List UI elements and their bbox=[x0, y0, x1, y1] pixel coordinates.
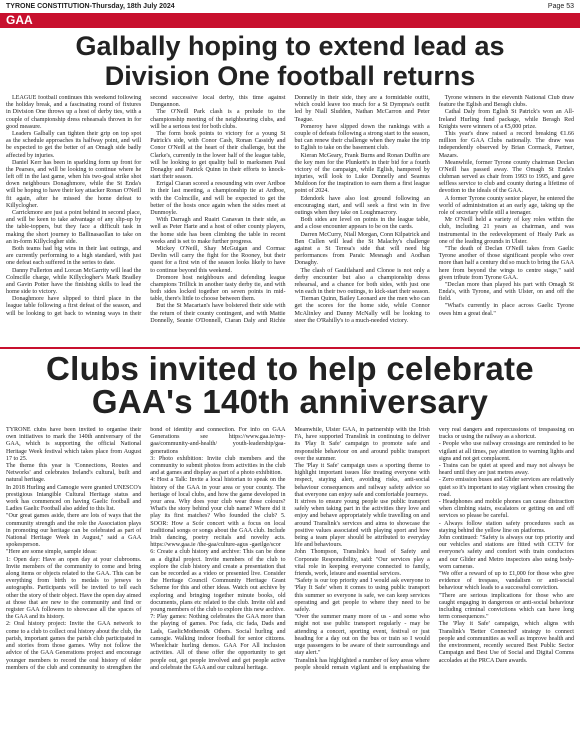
page-number: Page 53 bbox=[547, 2, 574, 10]
headline-gaa-anniversary bbox=[0, 352, 580, 418]
article-paragraph: With Darragh and Ruairi Canavan in their side, as well as Peter Harte and a host of other county players, the home side has been climbing the table in recent weeks and is set to make further progress. bbox=[150, 217, 286, 245]
article-paragraph: Mickey O'Neill, Shay McGuigan and Cormac Devlin will carry the fight for the Rooney, but their quest for a first win of the season looks likely to have to continue beyond this weekend. bbox=[150, 245, 286, 274]
article-paragraph: A former Tyrone county senior player, he entered the world of administration at an early age, taking up the role of secretary while still a teenager. bbox=[438, 195, 574, 216]
article-paragraph: "Over the summer many more of us - and some who might not use public transport regularly - may be attending a concert, sporting event, festival or just heading for a day out on the bus or train so I would urge passengers to be aware of their surroundings and stay alert." bbox=[294, 614, 430, 657]
headline-line-1: Galbally hoping to extend lead as bbox=[75, 31, 505, 61]
article-paragraph: 4: Host a Talk: Invite a local historian to speak on the history of the GAA in your area or your county. The heritage of local clubs, and how the game developed in your area. Why does your club wear those colours? What's the story behind your club name? Where did it play its first matches? Who founded the club? 5. SOOR: How a Scór concert with a focus on local traditional songs or songs about the GAA club. Include Irish dancing, poetry recitals and novelty acts. https://www.gaa.ie /the-gaa/culture-agus -gaeilge/scor bbox=[150, 477, 286, 549]
article-paragraph: Translink has highlighted a number of key areas where people should remain vigilant and is emphasising the very real dangers and repercussions of trespassing on tracks or using the railway as a shortcut. bbox=[294, 427, 574, 671]
article-paragraph: It strives to ensure young people use public transport safely when taking part in the activities they love and enjoy and behave appropriately while travelling on and around Translink's services and aims to showcase the positive values associated with playing sport and how being a team player should be attributed to everyday life and behaviours. bbox=[294, 499, 430, 549]
article-paragraph: "Declan more than played his part with Omagh St Enda's, with Tyrone, and with Ulster, on and off the field. bbox=[438, 281, 574, 303]
article-paragraph: Tyrone winners in the eleventh National Club draw feature the Eglish and Beragh clubs. bbox=[438, 95, 574, 109]
article-paragraph: Both sides are level on points in the league table, and a close encounter appears to be on the cards. bbox=[294, 217, 430, 231]
article-paragraph: 7: Play games: Nothing celebrates the GAA more than the playing of games. Poc fada, cic fada, Dads and Lads, GaelicMothersi& Others. Social hurling and camogie. Walking indoor football for senior citizens. Wheelchair hurling demos. GAA For All inclusion activities. All of these offer the opportunity to get people out, get people involved and get people active and celebrate the GAA and our cultural heritage. bbox=[150, 614, 286, 671]
article-paragraph: This year's draw raised a record breaking €1.66 million for GAA Clubs nationally. The draw was independently observed by Brian Cormack, Partner, Mazars. bbox=[438, 130, 574, 159]
article-paragraph: Danny Fullerton and Lorcan McGarrity will lead the Colmcille charge, while Killyclogher's Mark Bradley and Gavin Potter have the finishing skills to lead the home side to victory. bbox=[6, 267, 142, 296]
article-paragraph: Dromore host neighbours and defending league champions Trillick in another tasty derby tie, and with both sides locked together on seven points in mid-table, there's little to choose between them. bbox=[150, 274, 286, 303]
headline-line-2: Division One football returns bbox=[104, 61, 476, 91]
article-paragraph: The form book points to victory for a young St Patrick's side, with Conor Cash, Ronan Cassidy and Conor O'Neill at the heart of their challenge, but the Clarke's, currently in the lower half of the league table, will be looking to get quality ball to marksmen Paul Donaghy and Patrick Quinn in their efforts to knock-start their season. bbox=[150, 130, 286, 181]
section-divider bbox=[0, 347, 580, 349]
article-paragraph: 3: Photo exhibition: Invite club members and the community to submit photos from activities in the club and at games and display as part of a photo exhibition. bbox=[150, 455, 286, 477]
masthead bbox=[0, 0, 580, 12]
headline-line-2: GAA's 140th anniversary bbox=[91, 383, 489, 420]
newspaper-name: TYRONE CONSTITUTION bbox=[6, 2, 90, 10]
article-paragraph: But the St Macartan's have bolstered their side with the return of their county contingent, and with Mattie Donnelly, Seanie O'Donnell, Ciaran Daly and Richie Donnelly in their side, they are a formidable outfit, which could leave too much for a St Dympna's outfit led by Niall Sludden, Nathan McCarron and Peter Teague. bbox=[150, 95, 430, 324]
article-paragraph: The O'Neill Park clash is a prelude to the championship meeting of the neighbouring clubs, and will be a serious test for both clubs. bbox=[150, 109, 286, 130]
article-paragraph: 6: Create a club history and archive: This can be done as a digital project. Invite members of the club to explore the club history and create a presentation that can be recorded as a video or presented live. Consider the Heritage Council Community Heritage Grant Scheme for this and other ideas. Watch out archive by exploring and bringing together minute books, old documents, plans etc related to the club. Invite old and young members of the club to explore this new archive. bbox=[150, 549, 286, 614]
article-paragraph: "Here are some simple, sample ideas: bbox=[6, 549, 97, 556]
article-paragraph: "There are serious implications for those who are caught engaging in dangerous or anti-social behaviour including criminal convictions which can have long term consequences." bbox=[438, 592, 574, 621]
article-paragraph: Edendork have also lost ground following an encouraging start, and will seek a first win in five outings when they take on Loughmacrory. bbox=[294, 195, 430, 216]
article-paragraph: In 2018 Hurling and Camogie were granted UNESCO's prestigious Intangible Cultural Heritage status and work has commenced on having Gaelic football and Ladies Gaelic Football also added to this list. bbox=[6, 484, 142, 513]
article-paragraph: - People who use railway crossings are reminded to be vigilant at all times, pay attention to warning lights and signs and not get complacent. bbox=[438, 441, 574, 462]
article-paragraph: LEAGUE football continues this weekend following the holiday break, and a fascinating round of fixtures in Division One throws up a host of derby ties, with a couple of championship dress rehearsals thrown in for good measure. bbox=[6, 95, 142, 130]
headline-galbally bbox=[0, 31, 580, 91]
article-paragraph: "Our great games aside, there are lots of ways that the community strength and the role the Association plays in promoting our heritage can be celebrated as part of National Heritage Week in August," said a GAA spokesperson. bbox=[6, 513, 142, 549]
article-paragraph: Daniel Kerr has been in sparkling form up front for the Pearses, and will be looking to continue where he left off in the last game, when his two-goal strike shot down neighbours Donaghmore, while the St Enda's will be hoping to have their key attacker Ronan O'Neill fit again, after he missed the home defeat to Killyclogher. bbox=[6, 159, 142, 209]
article-paragraph: Darren McCurry, Niall Morgan, Conn Kilpatrick and Ben Cullen will lead the St Malachy's challenge against a St Teresa's side that will need big performances from Paraic Mesnagh and Aodhan Donaghy. bbox=[294, 231, 430, 267]
article-paragraph: "The death of Declan O'Neill takes from Gaelic Tyrone another of those significant people who over more than half a century did so much to bring the GAA here from beyond the wings to centre stage," said given tribute from Tyrone GAA. bbox=[438, 245, 574, 281]
article-paragraph: - Always follow station safety procedures such as staying behind the yellow line on platforms. bbox=[438, 520, 574, 534]
article-paragraph: "What's currently in place across Gaelic Tyrone owes him a great deal." bbox=[438, 303, 574, 317]
article-paragraph: The clash of Gaultlahard and Clonoe is not only a derby encounter but also a championship dress rehearsal, and a chance for both sides, with just one win each in their two outings, to kick-start their season. bbox=[294, 267, 430, 296]
article-paragraph: The 'Play it Safe' campaign uses a sporting theme to highlight important issues like treating everyone with respect, staying alert, avoiding risks, anti-social behaviour consequences and railway safety advice so that everyone can enjoy safe and comfortable journeys. bbox=[294, 463, 430, 498]
article-paragraph: Donaghmore have slipped to third place in the league table following a first defeat of the season, and will be looking to get back to winning ways in their second successive local derby, this time against Dungannon. bbox=[6, 95, 286, 317]
headline-line-1: Clubs invited to help celebrate bbox=[46, 350, 534, 387]
section-label: GAA bbox=[0, 13, 580, 28]
article-paragraph: Leaders Galbally can tighten their grip on top spot as the schedule approaches its halfway point, and will be expected to get the better of an Omagh side badly affected by injuries. bbox=[6, 130, 142, 159]
article-body-galbally bbox=[6, 95, 574, 345]
article-paragraph: - Headphones and mobile phones can cause distraction when climbing stairs, escalators or getting on and off services so please be careful. bbox=[438, 499, 574, 520]
article-paragraph: - Zero emission buses and Glider services are relatively quiet so it's important to stay vigilant when crossing the road. bbox=[438, 477, 574, 498]
article-paragraph: TYRONE clubs have been invited to organise their own initiatives to mark the 140th anniversary of the GAA, which is supporting the official National Heritage Week festival which takes place from August 17 to 25. bbox=[6, 427, 142, 462]
article-paragraph: Tiernan Quinn, Bailey Leonard are the men who can get the scores for the home side, while Connor McAlinley and Danny McNally will be looking to steer the O'Rahilly's to a much-needed victory. bbox=[294, 296, 430, 324]
article-paragraph: - Trains can be quiet at speed and may not always be heard until they are just metres away. bbox=[438, 463, 574, 477]
article-paragraph: Carrickmore are just a point behind in second place, and will be keen to take advantage of any slip-up by the table-toppers, but they face a difficult task in making the short journey to Ballinasaollan to take on an in-form Killyclogher side. bbox=[6, 210, 142, 245]
issue-date: -Thursday, 18th July 2024 bbox=[89, 2, 175, 10]
masthead-title bbox=[6, 3, 175, 10]
article-paragraph: "We offer a reward of up to £1,000 for those who give evidence of trespass, vandalism or anti-social behaviour which leads to a successful conviction. bbox=[438, 571, 574, 592]
article-paragraph: Meanwhile, Ulster GAA, in partnership with the Irish FA, have supported Translink in continuing to deliver its 'Play It Safe' campaign to promote safe and responsible behaviour on and around public transport over the summer. bbox=[294, 427, 430, 462]
article-paragraph: John continued: "Safety is always our top priority and our vehicles and stations are fitted with CCTV for everyone's safety and comfort with train conductors and our Glider and Metro inspectors also using body-worn cameras. bbox=[438, 535, 574, 570]
article-paragraph: "Safety is our top priority and I would ask everyone to 'Play It Safe' when it comes to using public transport this summer so everyone is safe, we can keep services operating and get people to where they need to be safely. bbox=[294, 578, 430, 614]
article-paragraph: Both teams had big wins in their last outings, and are currently performing to a high standard, with just one defeat each suffered in the series to date. bbox=[6, 245, 142, 267]
article-paragraph: Kieran McGeary, Frank Burns and Ronan Duffin are the key men for the Plunkett's in their bid for a fourth victory of the campaign, while Eglish, hampered by injuries, will look to Luke Donnelly and Seamus Muldoon for the inspiration to earn them a first league point of 2024. bbox=[294, 152, 430, 195]
article-paragraph: Mr O'Neill held a variety of key roles within the club, including 21 years as chairman, and was instrumental in the redevelopment of Healy Park as one of the leading grounds in Ulster. bbox=[438, 217, 574, 245]
article-paragraph: John Thompson, Translink's head of Safety and Corporate Responsibility, said: "Our services play a vital role in keeping everyone connected to family, friends, work, leisure and essential services. bbox=[294, 549, 430, 578]
article-paragraph: Errigal Ciaran scored a resounding win over Ardboe in their last meeting, a championship tie at Ardboe, with the Colmcille, and will be expected to get the better of the hosts once again when the sides meet at Dunmoyle. bbox=[150, 181, 286, 216]
article-paragraph: The theme this year is 'Connections, Routes and Networks' and celebrates Ireland's cultural, built and natural heritage. bbox=[6, 463, 142, 484]
article-paragraph: Pomeroy have slipped down the rankings with a couple of defeats following a strong start to the season, but can renew their challenge when they make the trip to Eglish to take on the basement club. bbox=[294, 123, 430, 152]
article-paragraph: The 'Play it Safe' campaign, which aligns with Translink's 'Better Connected' strategy to connect people and communities as well as improve health and the environment, recently secured Best Public Sector Campaign and Best Use of Social and Digital Comms accolades at the PRCA Dare awards. bbox=[438, 621, 574, 664]
article-paragraph: Meanwhile, former Tyrone county chairman Declan O'Neill has passed away. The Omagh St Enda's clubman served as chair from 1993 to 1995, and gave selfless service to club and county during a lifetime of devotion to the ideals of the GAA. bbox=[438, 159, 574, 195]
article-paragraph: Cathal Daly from Eglish St Patrick's won an All-Ireland Hurling fund package, while Beragh Red Knights were winners of a €5,000 prize. bbox=[438, 109, 574, 130]
article-paragraph: 2: Oral history project: Invite the GAA network to come to a club to collect oral history about the club, the parish, important games the parish club participated in and stories from those games. Why not follow the advice of the GAA Generations project and encourage younger members to record the oral history of older members of the club and community to strengthen the bond of identity and connection. For info on GAA Generations see https://www.gaa.ie/my-gaa/community-and-health/ youth-leadership/gaa-generations bbox=[6, 427, 286, 671]
article-paragraph: 1: Open day: Have an open day at your clubrooms. Invite members of the community to come and bring along items or objects related to the GAA. This can be everything from birth to medals to jerseys to autographs. Participants will be invited to tell each other the story of their object. Have the open day aimed at those that are new to the community and find or register GAA followers to showcase all the spaces of the GAA and its history. bbox=[6, 556, 142, 621]
article-body-gaa-anniversary bbox=[6, 427, 574, 731]
